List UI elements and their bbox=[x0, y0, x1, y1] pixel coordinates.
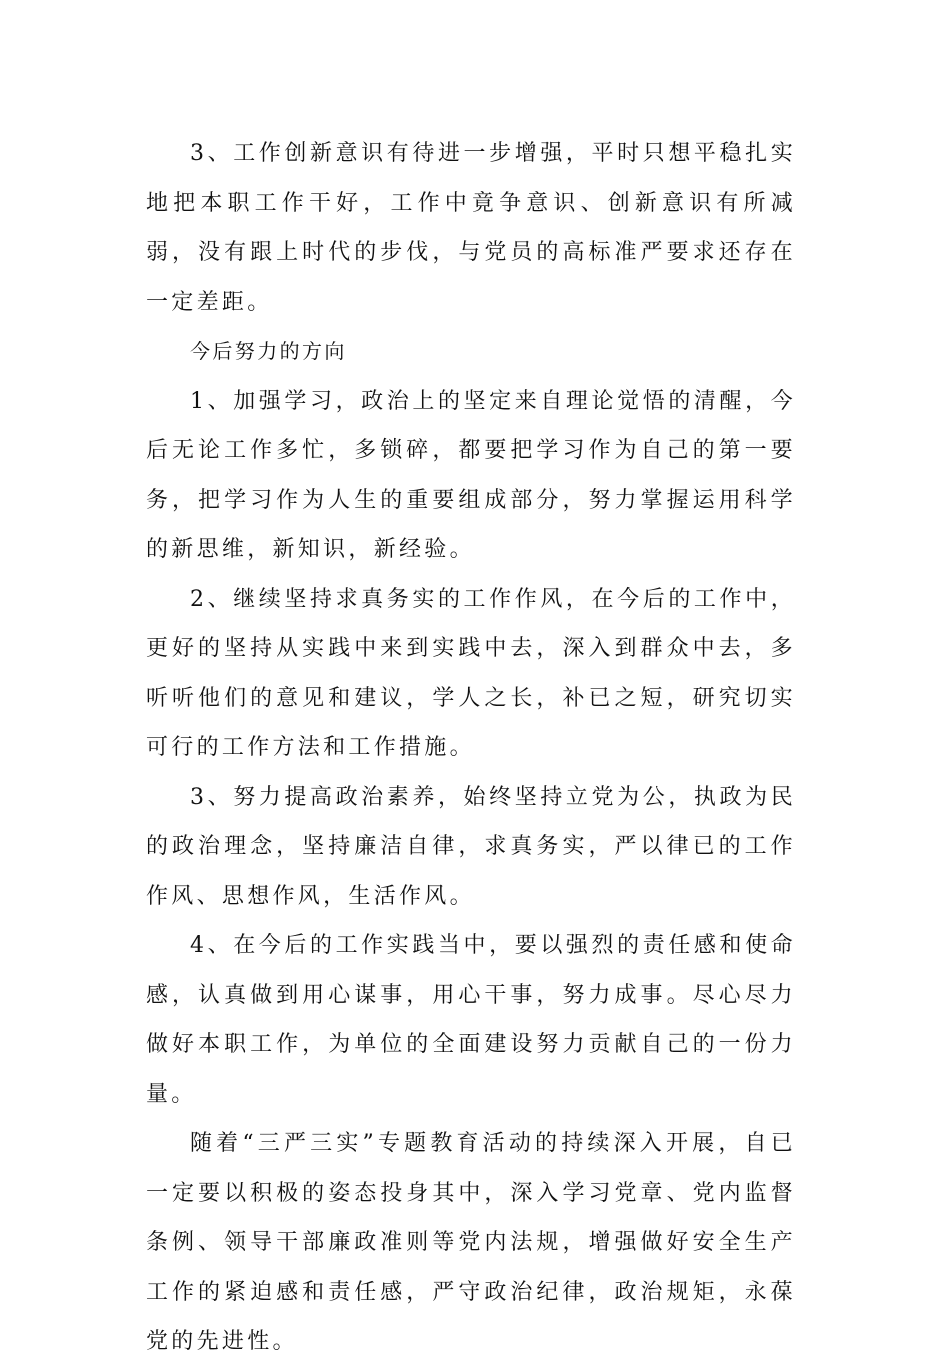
paragraph-direction-2: 2、继续坚持求真务实的工作作风，在今后的工作中，更好的坚持从实践中来到实践中去，深入到群众中去，多听听他们的意见和建议，学人之长，补已之短，研究切实可行的工作方法和工作措施。 bbox=[146, 586, 796, 760]
paragraph-direction-1: 1、加强学习，政治上的坚定来自理论觉悟的清醒，今后无论工作多忙，多锁碎，都要把学习作为自己的第一要务，把学习作为人生的重要组成部分，努力掌握运用科学的新思维，新知识，新经验。 bbox=[146, 388, 796, 562]
document-body bbox=[146, 129, 796, 1367]
paragraph-deficiency-3: 3、工作创新意识有待进一步增强，平时只想平稳扎实地把本职工作干好，工作中竟争意识、创新意识有所减弱，没有跟上时代的步伐，与党员的高标准严要求还存在一定差距。 bbox=[146, 141, 796, 315]
paragraph-direction-4: 4、在今后的工作实践当中，要以强烈的责任感和使命感，认真做到用心谋事，用心干事，努力成事。尽心尽力做好本职工作，为单位的全面建设努力贡献自己的一份力量。 bbox=[146, 933, 796, 1107]
section-heading-future-direction: 今后努力的方向 bbox=[190, 339, 347, 363]
paragraph-conclusion: 随着“三严三实”专题教育活动的持续深入开展，自已一定要以积极的姿态投身其中，深入学习党章、党内监督条例、领导干部廉政准则等党内法规，增强做好安全生产工作的紧迫感和责任感，严守政治纪律，政治规矩，永葆党的先进性。 bbox=[146, 1131, 796, 1354]
paragraph-direction-3: 3、努力提高政治素养，始终坚持立党为公，执政为民的政治理念，坚持廉洁自律，求真务实，严以律已的工作作风、思想作风，生活作风。 bbox=[146, 784, 796, 909]
